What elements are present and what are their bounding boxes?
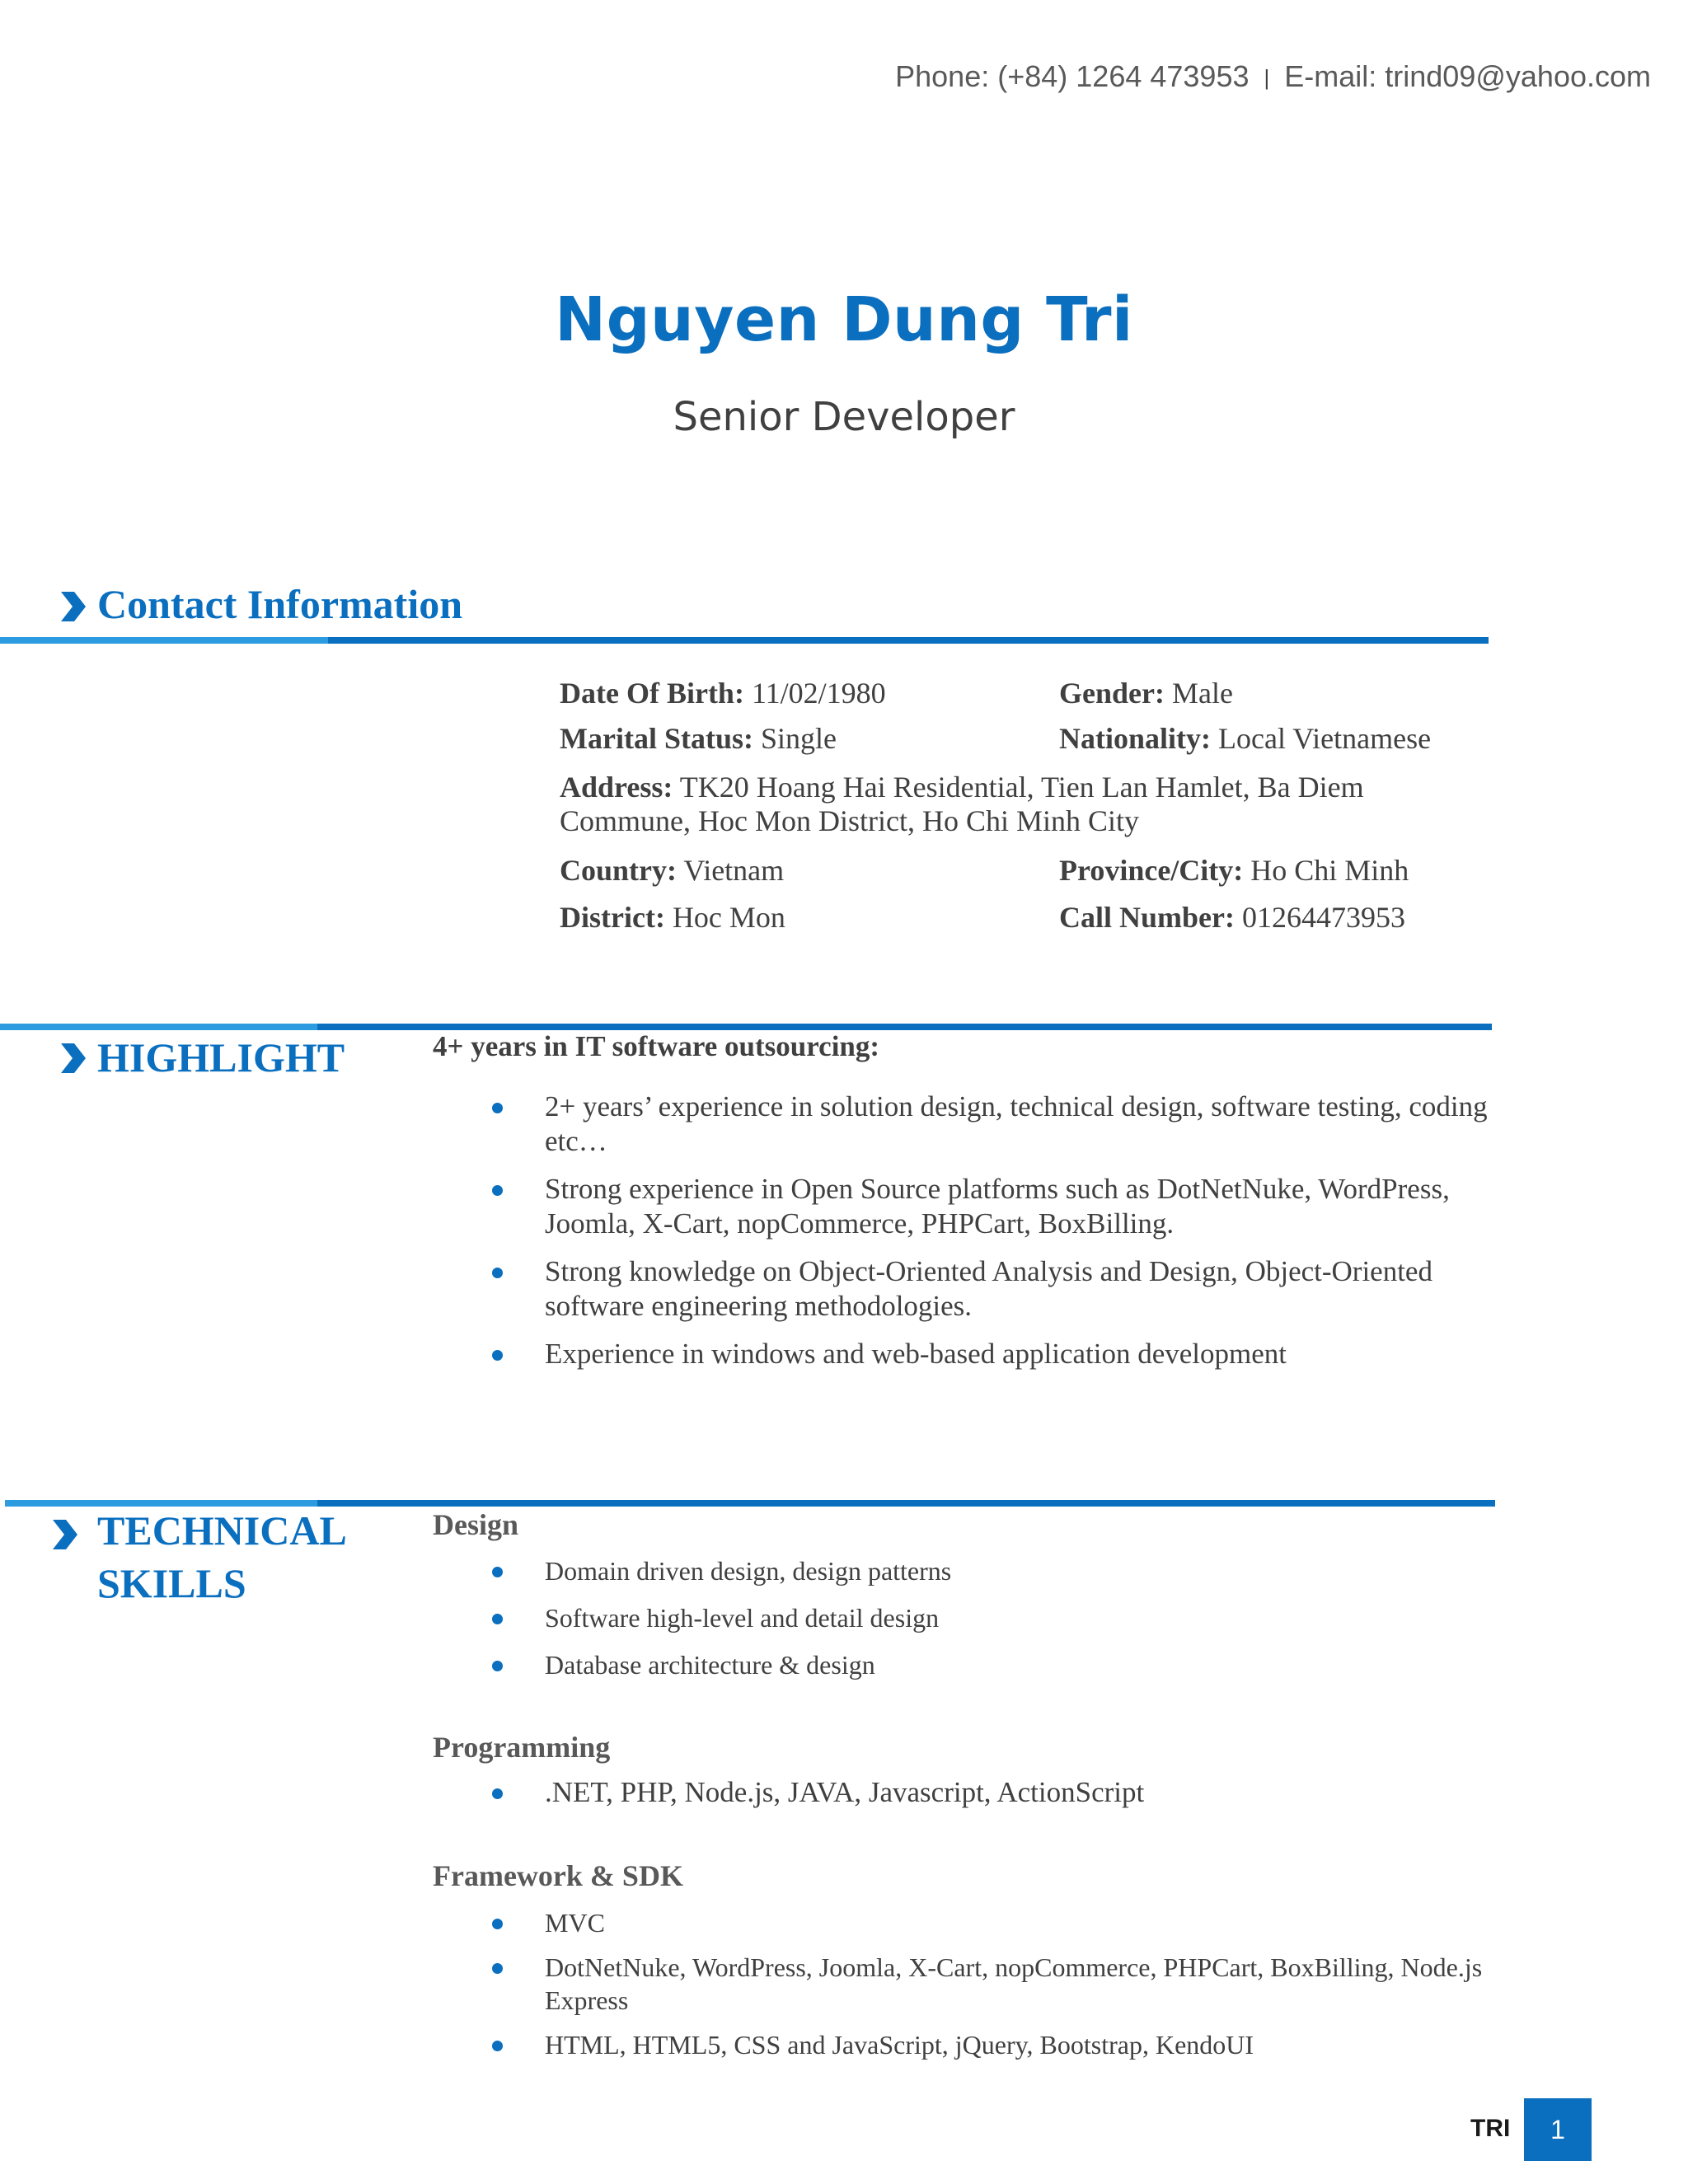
design-item-text: Software high-level and detail design xyxy=(545,1603,940,1633)
dob-value: 11/02/1980 xyxy=(751,677,886,710)
highlight-heading: 4+ years in IT software outsourcing: xyxy=(433,1030,880,1062)
dob-field xyxy=(560,676,886,710)
province-label: Province/City: xyxy=(1059,854,1244,887)
bullet-icon xyxy=(492,1788,503,1799)
highlight-item-text-line2: etc… xyxy=(545,1125,607,1157)
highlight-section-title: HIGHLIGHT xyxy=(97,1034,345,1080)
call-number-value: 01264473953 xyxy=(1241,901,1405,934)
technical-section-title-line2: SKILLS xyxy=(97,1560,246,1606)
district-value: Hoc Mon xyxy=(672,901,785,934)
bullet-icon xyxy=(492,1567,503,1577)
call-number-label: Call Number: xyxy=(1059,901,1235,934)
district-field xyxy=(560,900,785,935)
address-field xyxy=(560,770,1364,804)
candidate-role: Senior Developer xyxy=(673,394,1015,440)
programming-item-text: .NET, PHP, Node.js, JAVA, Javascript, ActionScript xyxy=(545,1776,1145,1808)
country-label: Country: xyxy=(560,854,677,887)
bullet-icon xyxy=(492,1103,503,1113)
nationality-field xyxy=(1059,721,1431,756)
chevron-right-icon xyxy=(58,1042,87,1075)
framework-item-text: HTML, HTML5, CSS and JavaScript, jQuery, Bootstrap, KendoUI xyxy=(545,2030,1254,2060)
bullet-icon xyxy=(492,1268,503,1278)
chevron-right-icon xyxy=(58,590,87,623)
bullet-icon xyxy=(492,1614,503,1624)
gender-value: Male xyxy=(1171,677,1233,710)
country-field xyxy=(560,853,784,888)
country-value: Vietnam xyxy=(683,854,785,887)
highlight-item-text-line2: Joomla, X-Cart, nopCommerce, PHPCart, BoxBilling. xyxy=(545,1207,1175,1240)
programming-heading: Programming xyxy=(433,1731,611,1764)
contact-section-rule xyxy=(0,637,1489,644)
footer-label: TRI xyxy=(1470,2115,1511,2142)
framework-item-text: DotNetNuke, WordPress, Joomla, X-Cart, nopCommerce, PHPCart, BoxBilling, Node.js xyxy=(545,1952,1483,1982)
nationality-value: Local Vietnamese xyxy=(1218,722,1432,755)
chevron-right-icon xyxy=(49,1518,79,1551)
marital-label: Marital Status: xyxy=(560,722,753,755)
framework-item-text-line2: Express xyxy=(545,1985,629,2015)
address-value-line2: Commune, Hoc Mon District, Ho Chi Minh City xyxy=(560,804,1140,837)
candidate-name: Nguyen Dung Tri xyxy=(555,284,1133,355)
address-value-line1: TK20 Hoang Hai Residential, Tien Lan Hamlet, Ba Diem xyxy=(679,771,1364,804)
bullet-icon xyxy=(492,1185,503,1196)
highlight-item-text: Experience in windows and web-based application development xyxy=(545,1338,1287,1370)
highlight-item-text: Strong knowledge on Object-Oriented Analysis and Design, Object-Oriented xyxy=(545,1255,1432,1287)
marital-field xyxy=(560,721,837,756)
design-item-text: Domain driven design, design patterns xyxy=(545,1556,952,1586)
bullet-icon xyxy=(492,1661,503,1671)
address-label: Address: xyxy=(560,771,673,804)
dob-label: Date Of Birth: xyxy=(560,677,744,710)
framework-item-text: MVC xyxy=(545,1908,605,1938)
bullet-icon xyxy=(492,2041,503,2051)
highlight-item-text: 2+ years’ experience in solution design, technical design, software testing, coding xyxy=(545,1090,1488,1122)
marital-value: Single xyxy=(760,722,837,755)
header-separator: | xyxy=(1264,65,1270,90)
nationality-label: Nationality: xyxy=(1059,722,1211,755)
call-number-field xyxy=(1059,900,1405,935)
contact-section-title: Contact Information xyxy=(97,581,463,627)
header-phone: Phone: (+84) 1264 473953 xyxy=(895,59,1250,93)
address-field-line2 xyxy=(560,804,1139,838)
technical-section-title-line1: TECHNICAL xyxy=(97,1507,347,1554)
bullet-icon xyxy=(492,1963,503,1974)
highlight-item-text: Strong experience in Open Source platforms such as DotNetNuke, WordPress, xyxy=(545,1173,1450,1205)
framework-heading: Framework & SDK xyxy=(433,1859,683,1892)
highlight-section-rule xyxy=(0,1024,1492,1030)
bullet-icon xyxy=(492,1919,503,1929)
header-email: E-mail: trind09@yahoo.com xyxy=(1284,59,1651,93)
highlight-item-text-line2: software engineering methodologies. xyxy=(545,1290,973,1322)
province-value: Ho Chi Minh xyxy=(1250,854,1409,887)
district-label: District: xyxy=(560,901,665,934)
gender-label: Gender: xyxy=(1059,677,1165,710)
header-contact-line xyxy=(895,59,1651,94)
bullet-icon xyxy=(492,1350,503,1361)
province-field xyxy=(1059,853,1409,888)
gender-field xyxy=(1059,676,1233,710)
design-item-text: Database architecture & design xyxy=(545,1650,875,1680)
design-heading: Design xyxy=(433,1508,519,1541)
page-number-badge: 1 xyxy=(1524,2098,1592,2161)
